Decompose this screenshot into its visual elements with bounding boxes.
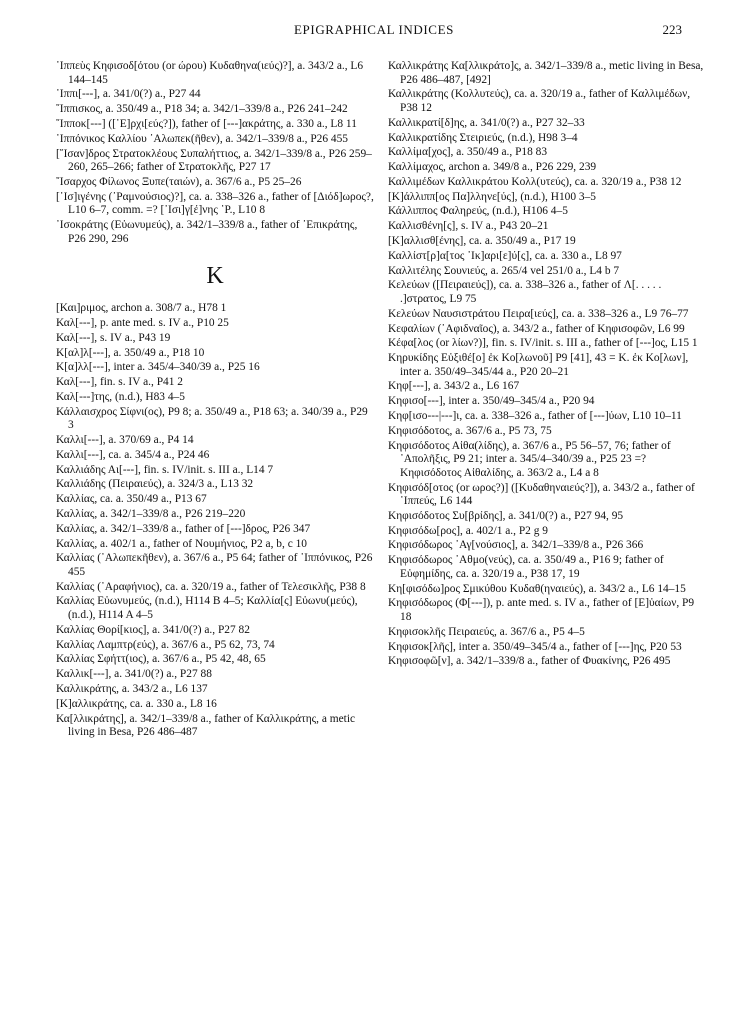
index-entry: Καλλισθένη[ς], s. IV a., P43 20–21	[388, 220, 549, 233]
index-entry: Κάλλιππος Φαληρεύς, (n.d.), H106 4–5	[388, 205, 568, 218]
index-entry: Κ[αλ]λ[---], a. 350/49 a., P18 10	[56, 346, 205, 359]
index-entry: Καλλίας, a. 402/1 a., father of Νουμήνιος, P2 a, b, c 10	[56, 537, 307, 550]
index-entry: [῎Ισαν]δρος Στρατοκλέους Συπαλήττιος, a. 342/1–339/8 a., P26 259–260, 265–266; father of Στρατοκλῆς, P27 17	[56, 147, 372, 174]
index-entry: [᾽Ισ]ιγένης (᾽Ραμνούσιος)?], ca. a. 338–326 a., father of [Διόδ]ωρος?, L10 6–7, comm. =? [᾽Ισι]γ[έ]νης ῾Ρ., L10 8	[56, 190, 374, 217]
right-column	[388, 60, 706, 670]
page-number: 223	[662, 22, 682, 37]
index-entry: Κηφ[---], a. 343/2 a., L6 167	[388, 380, 520, 393]
page-title: EPIGRAPHICAL INDICES	[294, 22, 454, 37]
index-entry: Καλ[---]της, (n.d.), H83 4–5	[56, 390, 185, 403]
index-entry: Κεφαλίων (᾽Αφιδναῖος), a. 343/2 a., father of Κηφισοφῶν, L6 99	[388, 322, 685, 335]
index-entry: Κηφισόδωρος ᾽Αθμο(νεύς), ca. a. 350/49 a., P16 9; father of Εὐφημίδης, ca. a. 320/19 a., P38 17, 19	[388, 554, 664, 580]
index-entry: Καλλικράτης, a. 343/2 a., L6 137	[56, 682, 208, 695]
section-letter-kappa: K	[206, 263, 224, 290]
index-entry: Καλλι[---], a. 370/69 a., P4 14	[56, 434, 194, 447]
entries-iota-group	[56, 60, 374, 246]
index-entry: ῎Ισαρχος Φίλωνος Ξυπε(ταιών), a. 367/6 a., P5 25–26	[56, 175, 302, 188]
index-entry: Καλ[---], s. IV a., P43 19	[56, 331, 171, 344]
index-entry: [Κ]αλλισθ[ένης], ca. a. 350/49 a., P17 19	[388, 235, 576, 247]
index-entry: [Κ]άλλιππ[ος Πα]λληνε[ύς], (n.d.), H100 3–5	[388, 190, 596, 203]
index-entry: Καλ[---], p. ante med. s. IV a., P10 25	[56, 317, 229, 329]
index-entry: Κ[α]λλ[---], inter a. 345/4–340/39 a., P25 16	[56, 361, 260, 374]
index-entry: Καλλικ[---], a. 341/0(?) a., P27 88	[56, 668, 212, 681]
index-entry: Κηφ[ισο---|---]ι, ca. a. 338–326 a., father of [---]ύων, L10 10–11	[388, 410, 682, 422]
index-entry: Καλλίας, ca. a. 350/49 a., P13 67	[56, 493, 207, 506]
index-entry: Κηρυκίδης Εὐξιθέ[ο] ἐκ Κο[λωνοῦ] P9 [41], 43 = Κ. ἐκ Κο[λων], inter a. 350/49–345/44 a., P20 20–21	[388, 352, 689, 378]
index-entry: Καλλίας Λαμπτρ(εύς), a. 367/6 a., P5 62, 73, 74	[56, 638, 275, 651]
left-column	[56, 60, 374, 741]
index-entry: Καλλι[---], ca. a. 345/4 a., P24 46	[56, 448, 210, 461]
index-entry: Καλλίας Σφήττ(ιος), a. 367/6 a., P5 42, 48, 65	[56, 653, 266, 666]
index-entry: Κα[λλικράτης], a. 342/1–339/8 a., father of Καλλικράτης, a metic living in Besa, P26 486–487	[56, 712, 356, 739]
index-entry: Καλλίας, a. 342/1–339/8 a., father of [---]δρος, P26 347	[56, 522, 311, 535]
index-entry: [Κ]αλλικράτης, ca. a. 330 a., L8 16	[56, 697, 217, 710]
index-entry: Καλ[---], fin. s. IV a., P41 2	[56, 376, 183, 389]
index-entry: ῞Ιππισκος, a. 350/49 a., P18 34; a. 342/1–339/8 a., P26 241–242	[56, 103, 348, 116]
index-entry: Κηφισόδοτος, a. 367/6 a., P5 73, 75	[388, 424, 552, 437]
index-entry: Κέφα[λος (or λίων?)], fin. s. IV/init. s. III a., father of [---]ος, L15 1	[388, 337, 698, 350]
index-entry: ῾Ιππεὺς Κηφισοδ[ότου (or ώρου) Κυδαθηνα(ιεύς)?], a. 343/2 a., L6 144–145	[56, 60, 364, 86]
index-entry: Κηφισόδοτος Συ[βρίδης], a. 341/0(?) a., P27 94, 95	[388, 509, 624, 522]
index-entry: ᾽Ισοκράτης (Εὐωνυμεύς), a. 342/1–339/8 a., father of ᾽Επικράτης, P26 290, 296	[56, 219, 358, 245]
index-entry: Καλλικράτης Κα[λλικράτο]ς, a. 342/1–339/8 a., metic living in Besa, P26 486–487, [492]	[388, 60, 704, 86]
index-entry: Καλλιμέδων Καλλικράτου Κολλ(υτεύς), ca. a. 320/19 a., P38 12	[388, 175, 682, 188]
index-entry: Κηφισόδοτος Αἰθα(λίδης), a. 367/6 a., P5 56–57, 76; father of ᾽Απολῆξις, P9 21; inter a. 345/4–340/39 a., P25 23 =? Κηφισόδοτος Αἰθαλίδης, a. 363/2 a., L4 a 8	[388, 439, 671, 479]
index-entry: Κηφισοκλῆς Πειραιεύς, a. 367/6 a., P5 4–5	[388, 625, 585, 638]
index-entry: Κηφισόδ[οτος (or ωρος?)] ([Κυδαθηναιεύς?]), a. 343/2 a., father of ῾Ιππεύς, L6 144	[388, 481, 695, 508]
index-entry: Κελεύων Ναυσιστράτου Πειρα[ιεύς], ca. a. 338–326 a., L9 76–77	[388, 307, 689, 320]
index-entry: Καλλίας (᾽Αλωπεκῆθεν), a. 367/6 a., P5 64; father of ῾Ιππόνικος, P26 455	[56, 552, 373, 578]
entries-kappa-group	[56, 302, 374, 740]
index-entry: ῞Ιπποκ[---] ([᾽Ε]ρχι[εύς?]), father of [---]ακράτης, a. 330 a., L8 11	[56, 117, 357, 130]
index-entry: Καλλίας (᾽Αραφήνιος), ca. a. 320/19 a., father of Τελεσικλῆς, P38 8	[56, 580, 366, 593]
index-entry: Κηφισόδωρος (Φ[---]), p. ante med. s. IV a., father of [Ε]ὐαίων, P9 18	[388, 597, 695, 623]
running-head	[72, 22, 682, 40]
index-entry: Καλλιάδης Αι[---], fin. s. IV/init. s. III a., L14 7	[56, 463, 274, 476]
index-entry: Καλλικράτης (Κολλυτεύς), ca. a. 320/19 a., father of Καλλιμέδων, P38 12	[388, 88, 691, 114]
index-entry: Κηφισόδωρος ᾽Αγ[νούσιος], a. 342/1–339/8 a., P26 366	[388, 539, 644, 552]
index-entry: Καλλικρατί[δ]ης, a. 341/0(?) a., P27 32–33	[388, 116, 585, 129]
index-entry: Καλλιτέλης Σουνιεύς, a. 265/4 vel 251/0 a., L4 b 7	[388, 264, 620, 277]
index-entry: Κηφισόδω[ρος], a. 402/1 a., P2 g 9	[388, 524, 548, 537]
index-entry: Καλλίας Εὐωνυμεύς, (n.d.), H114 B 4–5; Καλλία[ς] Εὐωνυ(μεύς), (n.d.), H114 A 4–5	[56, 595, 358, 622]
index-entry: Καλλιάδης (Πειραιεύς), a. 324/3 a., L13 32	[56, 478, 254, 491]
index-entry: Καλλίας Θορί[κιος], a. 341/0(?) a., P27 82	[56, 623, 250, 636]
index-entry: Καλλικρατίδης Στειριεύς, (n.d.), H98 3–4	[388, 131, 578, 144]
index-entry: Κηφισο[---], inter a. 350/49–345/4 a., P20 94	[388, 395, 595, 408]
index-entry: Καλλίστ[ρ]α[τος ᾽Ικ]αρι[ε]ύ[ς], ca. a. 330 a., L8 97	[388, 249, 622, 262]
index-entry: Κελεύων ([Πειραιεύς]), ca. a. 338–326 a., father of Λ[. . . . . .]στρατος, L9 75	[388, 279, 662, 305]
index-entry: Κάλλαισχρος Σίφνι(ος), P9 8; a. 350/49 a., P18 63; a. 340/39 a., P29 3	[56, 405, 368, 432]
index-entry: Καλλίμαχος, archon a. 349/8 a., P26 229, 239	[388, 161, 597, 174]
index-entry: Κηφισοφῶ[ν], a. 342/1–339/8 a., father of Φυακίνης, P26 495	[388, 655, 671, 668]
entries-kappa-continued	[388, 60, 706, 669]
index-entry: [Και]ριμος, archon a. 308/7 a., H78 1	[56, 302, 227, 315]
index-entry: Καλλίμα[χος], a. 350/49 a., P18 83	[388, 146, 548, 159]
index-entry: Κη[φισόδω]ρος Σμικύθου Κυδαθ(ηναιεύς), a. 343/2 a., L6 14–15	[388, 582, 686, 595]
index-entry: Καλλίας, a. 342/1–339/8 a., P26 219–220	[56, 507, 246, 520]
index-entry: ῾Ιππόνικος Καλλίου ᾽Αλωπεκ(ῆθεν), a. 342/1–339/8 a., P26 455	[56, 132, 348, 145]
index-entry: Κηφισοκ[λῆς], inter a. 350/49–345/4 a., father of [---]ης, P20 53	[388, 640, 682, 653]
index-entry: ῾Ιππι[---], a. 341/0(?) a., P27 44	[56, 88, 201, 101]
